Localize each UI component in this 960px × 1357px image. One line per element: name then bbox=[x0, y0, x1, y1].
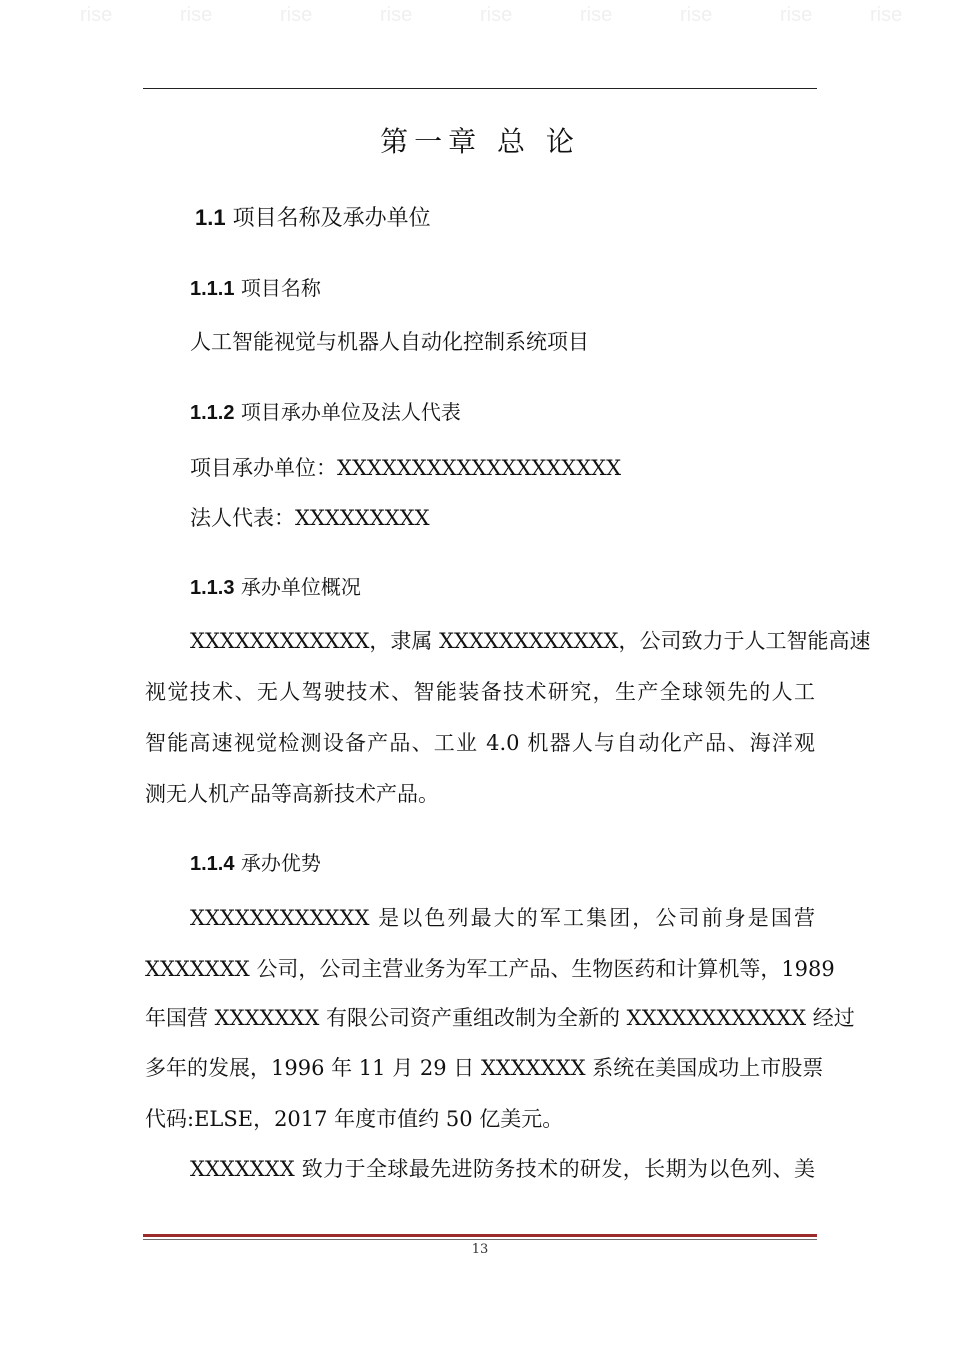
overview-line: XXXXXXXXXXXX，隶属 XXXXXXXXXXXX，公司致力于人工智能高速 bbox=[190, 629, 871, 653]
unit-line: 项目承办单位：XXXXXXXXXXXXXXXXXXX bbox=[190, 456, 622, 480]
footer-rule bbox=[143, 1234, 817, 1237]
heading-text: 承办单位概况 bbox=[240, 575, 361, 599]
advantage-line: XXXXXXX 公司，公司主营业务为军工产品、生物医药和计算机等，1989 bbox=[145, 957, 835, 981]
watermark: rise bbox=[780, 4, 813, 26]
advantage-line: 多年的发展，1996 年 11 月 29 日 XXXXXXX 系统在美国成功上市股票 bbox=[145, 1056, 824, 1080]
chapter-title: 第一章 总 论 bbox=[380, 125, 580, 158]
watermark: rise bbox=[680, 4, 713, 26]
watermark: rise bbox=[280, 4, 313, 26]
heading-number: 1.1.2 bbox=[190, 402, 235, 424]
heading-text: 项目名称 bbox=[240, 276, 321, 300]
overview-line: 视觉技术、无人驾驶技术、智能装备技术研究，生产全球领先的人工 bbox=[145, 680, 815, 704]
heading-number: 1.1.3 bbox=[190, 577, 235, 599]
advantage-line: 代码:ELSE，2017 年度市值约 50 亿美元。 bbox=[145, 1107, 564, 1131]
overview-line: 智能高速视觉检测设备产品、工业 4.0 机器人与自动化产品、海洋观 bbox=[145, 731, 815, 755]
watermark: rise bbox=[380, 4, 413, 26]
heading-text: 项目名称及承办单位 bbox=[232, 206, 431, 231]
representative-line: 法人代表：XXXXXXXXX bbox=[190, 506, 430, 530]
heading-number: 1.1.4 bbox=[190, 853, 235, 875]
heading-text: 承办优势 bbox=[240, 851, 321, 875]
heading-text: 项目承办单位及法人代表 bbox=[240, 400, 461, 424]
heading-1-1-3 bbox=[190, 572, 361, 603]
heading-1-1-2 bbox=[190, 397, 461, 428]
watermark: rise bbox=[580, 4, 613, 26]
advantage-line: 年国营 XXXXXXX 有限公司资产重组改制为全新的 XXXXXXXXXXXX 经过 bbox=[145, 1006, 855, 1030]
continuation-line: XXXXXXX 致力于全球最先进防务技术的研发，长期为以色列、美 bbox=[190, 1157, 815, 1181]
watermark: rise bbox=[480, 4, 513, 26]
heading-number: 1.1.1 bbox=[190, 278, 235, 300]
advantage-line: XXXXXXXXXXXX 是以色列最大的军工集团，公司前身是国营 bbox=[190, 906, 815, 930]
heading-number: 1.1 bbox=[195, 205, 226, 230]
watermark-row bbox=[0, 0, 960, 40]
footer-rule-thin bbox=[143, 1239, 817, 1240]
project-name: 人工智能视觉与机器人自动化控制系统项目 bbox=[190, 330, 589, 354]
watermark: rise bbox=[870, 4, 903, 26]
overview-line: 测无人机产品等高新技术产品。 bbox=[145, 782, 439, 806]
page-number: 13 bbox=[471, 1242, 489, 1257]
watermark: rise bbox=[80, 4, 113, 26]
heading-1-1-1 bbox=[190, 273, 321, 304]
watermark: rise bbox=[180, 4, 213, 26]
heading-1-1 bbox=[195, 203, 431, 234]
heading-1-1-4 bbox=[190, 848, 321, 879]
header-rule bbox=[143, 88, 817, 89]
